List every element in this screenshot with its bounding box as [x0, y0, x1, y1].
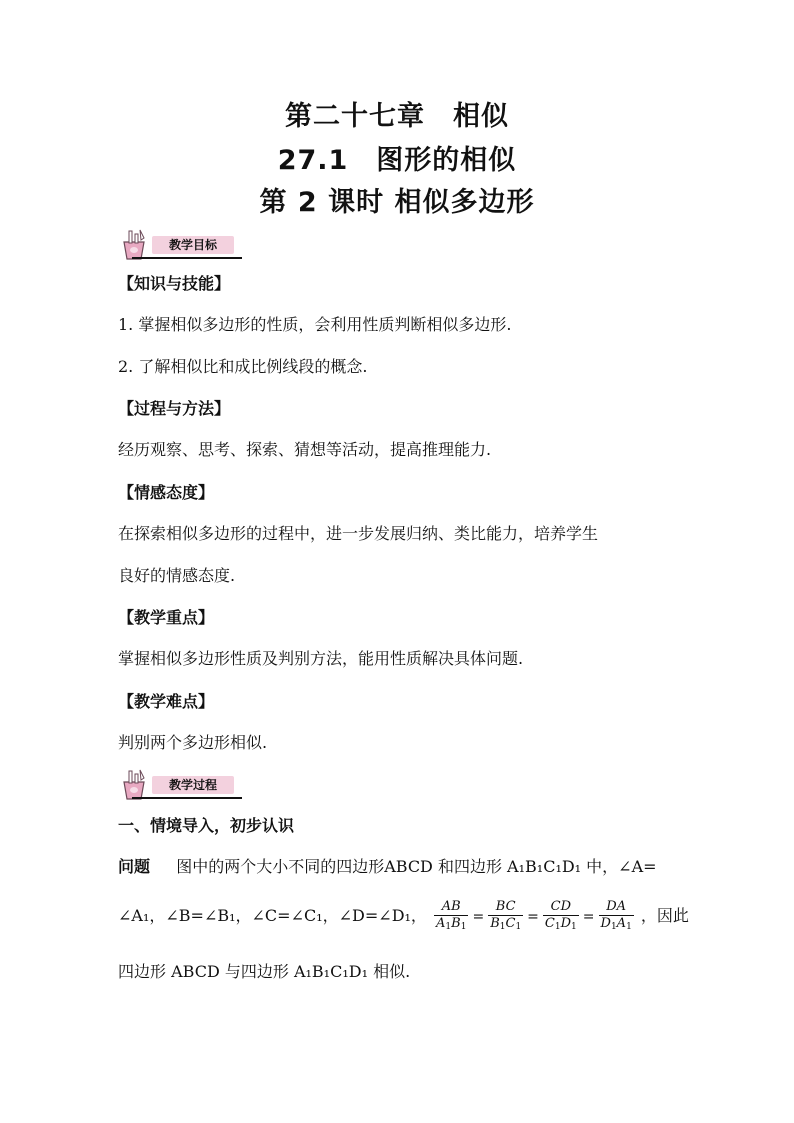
fraction-denominator: $B_1C_1$	[488, 915, 523, 935]
equals-sign: =	[582, 908, 595, 925]
difficulty-text: 判别两个多边形相似.	[118, 733, 268, 752]
ratio-equation	[432, 898, 636, 932]
knowledge-item-1: 1. 掌握相似多边形的性质，会利用性质判断相似多边形.	[118, 315, 512, 334]
process-banner-label: 教学过程	[152, 776, 234, 794]
fraction-numerator: BC	[495, 898, 516, 914]
key-points-text: 掌握相似多边形性质及判别方法，能用性质解决具体问题.	[118, 649, 524, 668]
ratio-fraction	[543, 899, 579, 935]
question-label: 问题	[118, 857, 151, 876]
step1-heading: 一、情境导入，初步认识	[118, 816, 295, 835]
question-text-2-suffix: ，因此	[640, 906, 689, 925]
emotion-heading: 【情感态度】	[118, 483, 215, 502]
question-line-3: 四边形 ABCD 与四边形 A₁B₁C₁D₁ 相似.	[118, 962, 411, 981]
emotion-text-line-1: 在探索相似多边形的过程中，进一步发展归纳、类比能力，培养学生	[118, 524, 599, 543]
fraction-numerator: CD	[550, 898, 572, 914]
question-line-2	[118, 896, 689, 937]
fraction-numerator: DA	[606, 898, 627, 914]
process-banner	[118, 768, 242, 802]
equals-sign: =	[527, 908, 539, 925]
knowledge-item-2: 2. 了解相似比和成比例线段的概念.	[118, 357, 368, 376]
section-title: 27.1 图形的相似	[277, 145, 517, 176]
question-text-1: 图中的两个大小不同的四边形ABCD 和四边形 A₁B₁C₁D₁ 中，∠A=	[176, 857, 657, 876]
process-text: 经历观察、思考、探索、猜想等活动，提高推理能力.	[118, 440, 492, 459]
fraction-numerator: AB	[441, 898, 461, 914]
objectives-banner-label: 教学目标	[152, 236, 234, 254]
ratio-fraction	[434, 899, 468, 935]
emotion-text-line-2: 良好的情感态度.	[118, 566, 236, 585]
key-points-heading: 【教学重点】	[118, 608, 215, 627]
lesson-title: 第 2 课时 相似多边形	[259, 187, 535, 218]
fraction-denominator: $C_1D_1$	[543, 915, 579, 935]
ratio-fraction	[488, 899, 523, 935]
banner-underline	[132, 797, 242, 799]
fraction-denominator: $D_1A_1$	[599, 915, 634, 935]
objectives-banner	[118, 228, 242, 262]
ratio-fraction	[599, 899, 634, 935]
banner-underline	[132, 257, 242, 259]
chapter-title: 第二十七章 相似	[285, 101, 509, 132]
knowledge-heading: 【知识与技能】	[118, 274, 231, 293]
question-line-1	[118, 855, 678, 879]
process-heading: 【过程与方法】	[118, 399, 231, 418]
question-text-2-prefix: ∠A₁，∠B=∠B₁，∠C=∠C₁，∠D=∠D₁，	[118, 906, 427, 925]
equals-sign: =	[472, 908, 485, 925]
difficulty-heading: 【教学难点】	[118, 692, 215, 711]
fraction-denominator: $A_1B_1$	[434, 915, 468, 935]
